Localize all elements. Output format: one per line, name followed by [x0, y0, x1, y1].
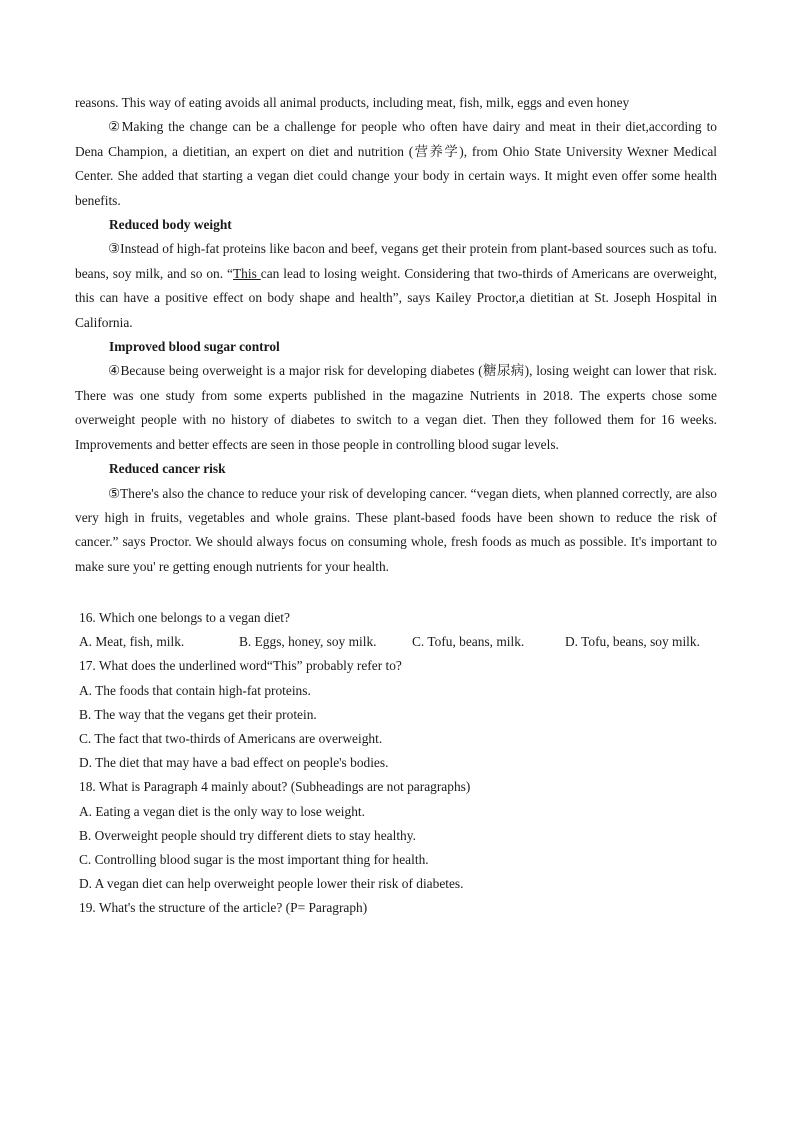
subheading-reduced-body-weight: Reduced body weight: [109, 217, 232, 233]
paragraph-3-text-after: can lead to losing weight. Considering that two-thirds of Americans are overweight, this can have a positive effect on body shape and health”, says Kailey Proctor,a dietitian at St. Joseph Hospital in California.: [75, 265, 717, 330]
paragraph-4: ④Because being overweight is a major risk for developing diabetes (糖尿病), losing weight can lower that risk. There was one study from some experts published in the magazine Nutrients in 2018. The experts chose some overweight people with no history of diabetes to switch to a vegan diet. Then they followed them for 16 weeks. Improvements and better effects are seen in those people in controlling blood sugar levels.: [75, 363, 717, 452]
question-17-stem: 17. What does the underlined word“This” probably refer to?: [79, 658, 402, 674]
question-16-option-a: A. Meat, fish, milk.: [79, 634, 185, 650]
paragraph-2: ②Making the change can be a challenge for people who often have dairy and meat in their diet,according to Dena Champion, a dietitian, an expert on diet and nutrition (营养学), from Ohio State University Wexner Medical Center. She added that starting a vegan diet could change your body in certain ways. It might even offer some health benefits.: [75, 119, 717, 208]
subheading-reduced-cancer-risk: Reduced cancer risk: [109, 461, 226, 477]
question-18-stem: 18. What is Paragraph 4 mainly about? (Subheadings are not paragraphs): [79, 779, 471, 795]
question-17-option-c: C. The fact that two-thirds of Americans are overweight.: [79, 731, 383, 747]
paragraph-3-text-before: ③Instead of high-fat proteins like bacon and beef, vegans get their protein from plant-based sources such as tofu. beans, soy milk, and so on. “: [75, 241, 717, 281]
question-19-stem: 19. What's the structure of the article? (P= Paragraph): [79, 900, 368, 916]
question-17-option-b: B. The way that the vegans get their protein.: [79, 706, 317, 722]
question-16-option-d: D. Tofu, beans, soy milk.: [565, 634, 700, 650]
question-17-option-d: D. The diet that may have a bad effect on people's bodies.: [79, 755, 389, 771]
question-18-option-b: B. Overweight people should try different diets to stay healthy.: [79, 827, 416, 843]
question-16-options: [79, 630, 719, 654]
paragraph-3: [75, 237, 717, 335]
question-18-option-d: D. A vegan diet can help overweight people lower their risk of diabetes.: [79, 876, 464, 892]
question-18-option-c: C. Controlling blood sugar is the most important thing for health.: [79, 852, 429, 868]
underlined-word-this: This: [232, 265, 261, 281]
subheading-improved-blood-sugar-control: Improved blood sugar control: [109, 339, 280, 355]
question-18-option-a: A. Eating a vegan diet is the only way to lose weight.: [79, 803, 365, 819]
question-17-option-a: A. The foods that contain high-fat proteins.: [79, 682, 311, 698]
question-16-option-c: C. Tofu, beans, milk.: [412, 634, 525, 650]
question-section: [79, 606, 719, 921]
paragraph-1-tail: reasons. This way of eating avoids all animal products, including meat, fish, milk, eggs and even honey: [75, 95, 630, 110]
paragraph-5: ⑤There's also the chance to reduce your risk of developing cancer. “vegan diets, when planned correctly, are also very high in fruits, vegetables and whole grains. These plant-based foods have been shown to reduce the risk of cancer.” says Proctor. We should always focus on consuming whole, fresh foods as much as possible. It's important to make sure you' re getting enough nutrients for your health.: [75, 485, 717, 574]
article-body: [75, 91, 717, 579]
question-16-stem: 16. Which one belongs to a vegan diet?: [79, 610, 290, 625]
question-16-option-b: B. Eggs, honey, soy milk.: [239, 634, 377, 650]
